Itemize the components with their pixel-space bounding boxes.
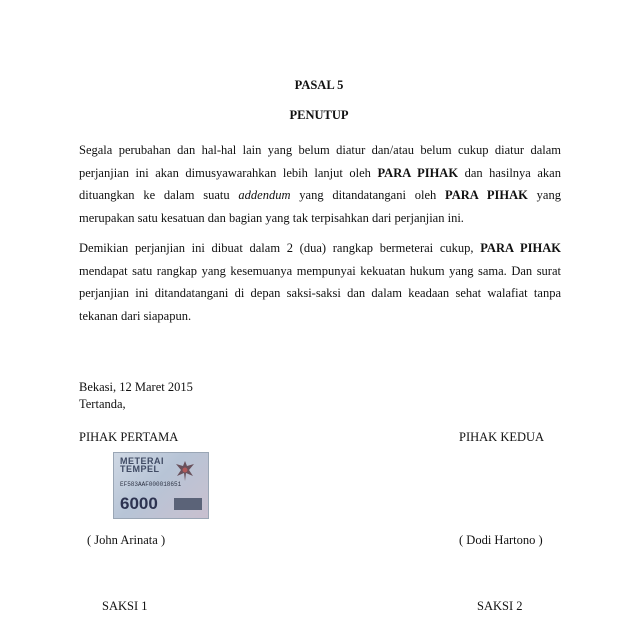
paragraph-text: dan hasilnya akan dituangkan ke dalam suatu xyxy=(79,165,561,203)
parties-term: PARA PIHAK xyxy=(480,241,561,255)
paragraph-text: mendapat satu rangkap yang kesemuanya mempunyai kekuatan hukum yang sama. Dan surat perjanjian ini ditandatangani di depan saksi-saksi dan dalam keadaan sehat walafiat tanpa tekanan dari siapapun. xyxy=(79,263,561,324)
closing-paragraph-1 xyxy=(79,139,561,230)
paragraph-text: yang merupakan satu kesatuan dan bagian yang tak terpisahkan dari perjanjian ini. xyxy=(79,188,561,226)
signed-label: Tertanda, xyxy=(79,397,126,411)
revenue-stamp xyxy=(113,452,209,519)
party2-label: PIHAK KEDUA xyxy=(459,430,545,444)
stamp-line1: METERAI xyxy=(120,456,164,466)
party1-label: PIHAK PERTAMA xyxy=(79,430,179,444)
stamp-line2: TEMPEL xyxy=(120,464,160,474)
witness1-label: SAKSI 1 xyxy=(102,599,148,613)
stamp-serial: EF583AAF000018651 xyxy=(120,481,182,488)
garuda-emblem-icon xyxy=(172,458,198,484)
stamp-value: 6000 xyxy=(120,494,158,513)
stamp-title xyxy=(120,457,164,473)
party2-name: ( Dodi Hartono ) xyxy=(459,533,543,547)
witness2-label: SAKSI 2 xyxy=(477,599,523,613)
article-number: PASAL 5 xyxy=(294,78,344,92)
paragraph-text: Segala perubahan dan hal-hal lain yang belum diatur dan/atau belum cukup diatur dalam perjanjian ini akan dimusyawarahkan lebih lanjut oleh xyxy=(79,143,561,180)
parties-term: PARA PIHAK xyxy=(445,188,528,203)
place-date: Bekasi, 12 Maret 2015 xyxy=(79,380,193,394)
paragraph-text: yang ditandatangani oleh xyxy=(290,188,446,203)
addendum-term: addendum xyxy=(238,188,291,203)
closing-paragraph-2 xyxy=(79,237,561,328)
party1-name: ( John Arinata ) xyxy=(87,533,166,547)
parties-term: PARA PIHAK xyxy=(377,165,459,180)
paragraph-text: Demikian perjanjian ini dibuat dalam 2 (dua) rangkap bermeterai cukup, xyxy=(79,241,481,255)
stamp-barcode xyxy=(174,498,202,510)
article-title: PENUTUP xyxy=(289,108,349,122)
